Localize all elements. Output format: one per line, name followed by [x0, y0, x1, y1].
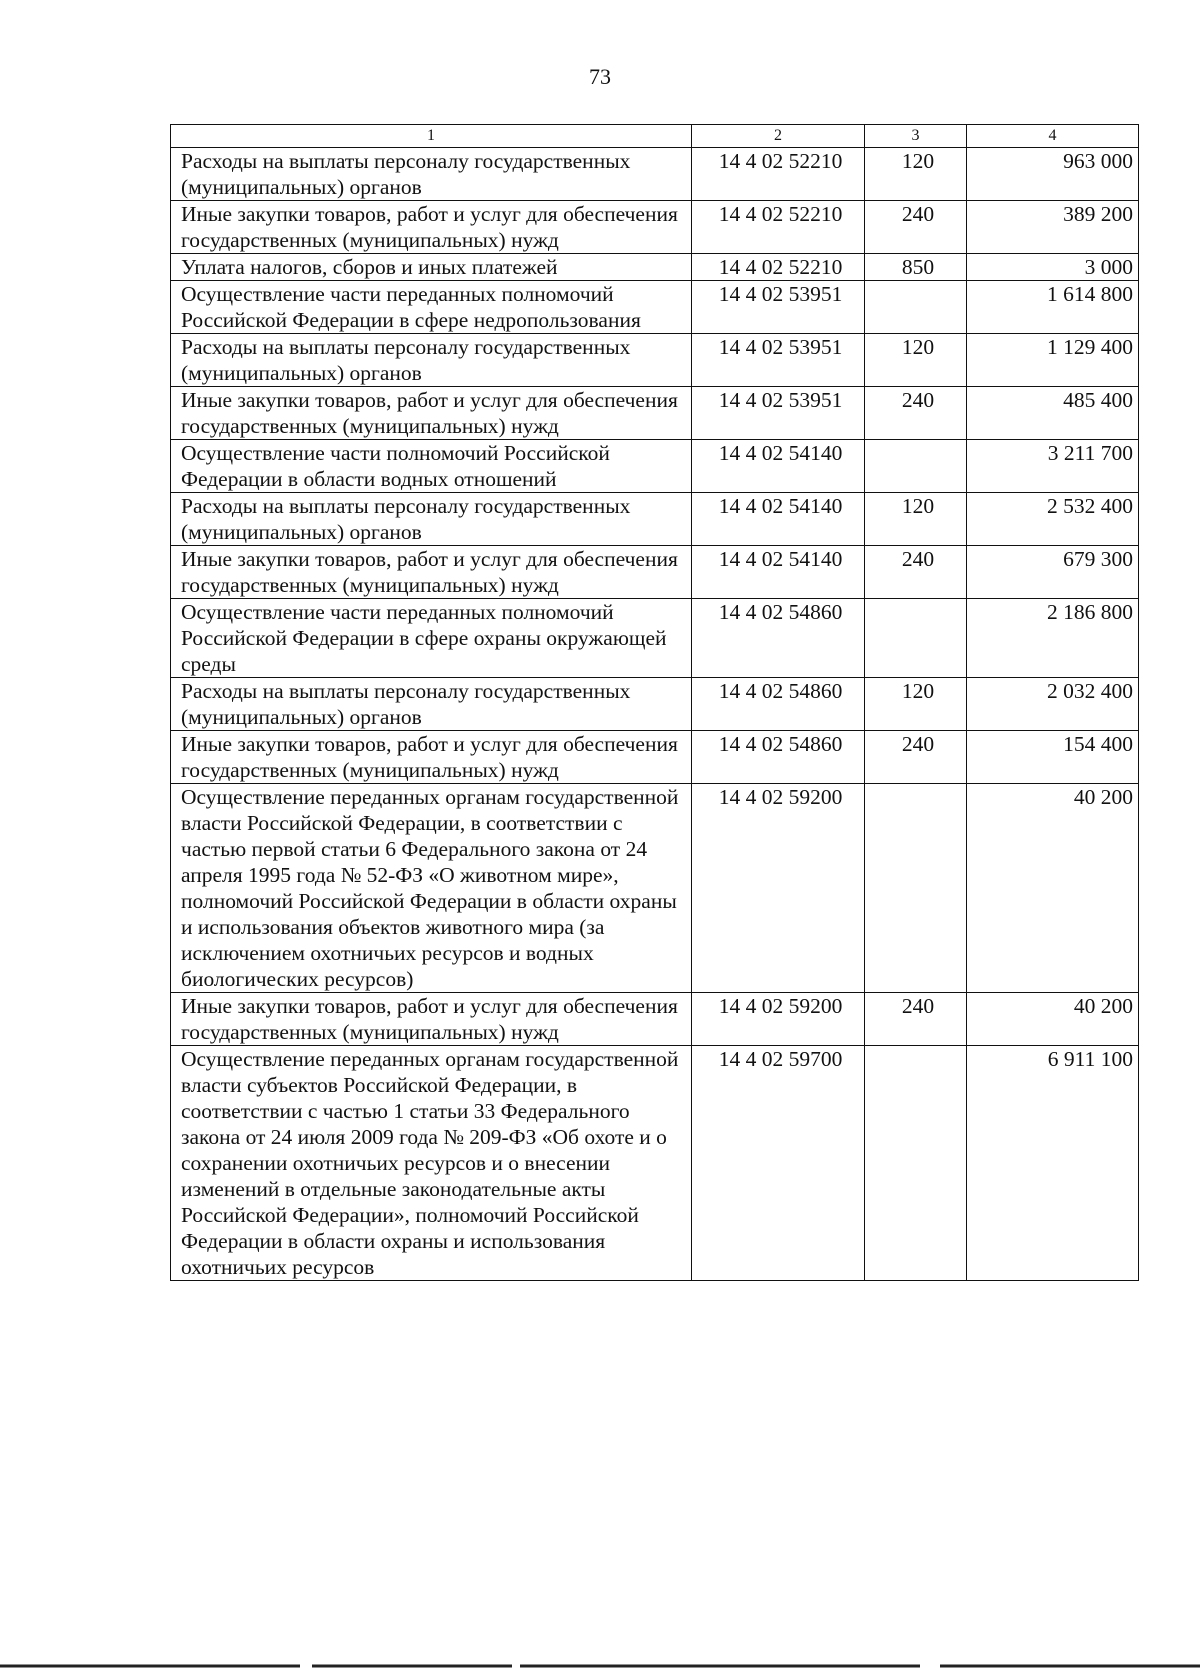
- table-row: [171, 201, 1139, 254]
- table-row: [171, 440, 1139, 493]
- row-expense-type-cell: 240: [865, 546, 967, 599]
- row-name-cell: Иные закупки товаров, работ и услуг для обеспечения государственных (муниципальных) нужд: [171, 387, 692, 440]
- row-amount-cell: 963 000: [967, 148, 1139, 201]
- row-name-cell: Осуществление части полномочий Российской Федерации в области водных отношений: [171, 440, 692, 493]
- row-name-cell: Осуществление переданных органам государственной власти Российской Федерации, в соответствии с частью первой статьи 6 Федерального закона от 24 апреля 1995 года № 52-ФЗ «О животном мире», полномочий Российской Федерации в области охраны и использования объектов животного мира (за исключением охотничьих ресурсов и водных биологических ресурсов): [171, 784, 692, 993]
- table-row: [171, 731, 1139, 784]
- header-col-4: 4: [967, 125, 1139, 148]
- row-code-cell: 14 4 02 59200: [692, 993, 865, 1046]
- row-code-cell: 14 4 02 54140: [692, 440, 865, 493]
- row-amount-cell: 154 400: [967, 731, 1139, 784]
- row-expense-type-cell: 120: [865, 678, 967, 731]
- row-name-cell: Осуществление части переданных полномочий Российской Федерации в сфере охраны окружающей среды: [171, 599, 692, 678]
- header-col-2: 2: [692, 125, 865, 148]
- row-name-cell: Осуществление переданных органам государственной власти субъектов Российской Федерации, в соответствии с частью 1 статьи 33 Федерального закона от 24 июля 2009 года № 209-ФЗ «Об охоте и о сохранении охотничьих ресурсов и о внесении изменений в отдельные законодательные акты Российской Федерации», полномочий Российской Федерации в области охраны и использования охотничьих ресурсов: [171, 1046, 692, 1281]
- row-name-cell: Расходы на выплаты персоналу государственных (муниципальных) органов: [171, 334, 692, 387]
- row-expense-type-cell: [865, 784, 967, 993]
- row-code-cell: 14 4 02 53951: [692, 334, 865, 387]
- row-code-cell: 14 4 02 54860: [692, 599, 865, 678]
- table-row: [171, 678, 1139, 731]
- row-code-cell: 14 4 02 54860: [692, 731, 865, 784]
- row-expense-type-cell: 120: [865, 148, 967, 201]
- row-amount-cell: 1 129 400: [967, 334, 1139, 387]
- row-name-cell: Расходы на выплаты персоналу государственных (муниципальных) органов: [171, 678, 692, 731]
- row-code-cell: 14 4 02 59200: [692, 784, 865, 993]
- row-amount-cell: 1 614 800: [967, 281, 1139, 334]
- table-row: [171, 281, 1139, 334]
- header-col-1: 1: [171, 125, 692, 148]
- row-amount-cell: 40 200: [967, 784, 1139, 993]
- row-amount-cell: 2 532 400: [967, 493, 1139, 546]
- row-expense-type-cell: [865, 1046, 967, 1281]
- row-code-cell: 14 4 02 59700: [692, 1046, 865, 1281]
- row-expense-type-cell: 240: [865, 993, 967, 1046]
- row-expense-type-cell: 240: [865, 387, 967, 440]
- row-expense-type-cell: 240: [865, 201, 967, 254]
- row-code-cell: 14 4 02 52210: [692, 201, 865, 254]
- budget-table: [170, 124, 1139, 1281]
- row-name-cell: Иные закупки товаров, работ и услуг для обеспечения государственных (муниципальных) нужд: [171, 201, 692, 254]
- row-amount-cell: 389 200: [967, 201, 1139, 254]
- row-name-cell: Расходы на выплаты персоналу государственных (муниципальных) органов: [171, 493, 692, 546]
- row-amount-cell: 3 211 700: [967, 440, 1139, 493]
- row-expense-type-cell: [865, 599, 967, 678]
- row-code-cell: 14 4 02 54860: [692, 678, 865, 731]
- table-row: [171, 1046, 1139, 1281]
- row-expense-type-cell: 850: [865, 254, 967, 281]
- row-amount-cell: 485 400: [967, 387, 1139, 440]
- row-code-cell: 14 4 02 53951: [692, 387, 865, 440]
- row-amount-cell: 2 032 400: [967, 678, 1139, 731]
- table-row: [171, 387, 1139, 440]
- table-row: [171, 254, 1139, 281]
- row-expense-type-cell: 120: [865, 334, 967, 387]
- row-name-cell: Иные закупки товаров, работ и услуг для обеспечения государственных (муниципальных) нужд: [171, 731, 692, 784]
- table-row: [171, 148, 1139, 201]
- row-code-cell: 14 4 02 53951: [692, 281, 865, 334]
- page-number: 73: [589, 64, 611, 89]
- row-amount-cell: 3 000: [967, 254, 1139, 281]
- row-name-cell: Осуществление части переданных полномочий Российской Федерации в сфере недропользования: [171, 281, 692, 334]
- table-body: [171, 148, 1139, 1281]
- row-amount-cell: 40 200: [967, 993, 1139, 1046]
- row-code-cell: 14 4 02 54140: [692, 493, 865, 546]
- row-code-cell: 14 4 02 52210: [692, 148, 865, 201]
- header-col-3: 3: [865, 125, 967, 148]
- table-row: [171, 599, 1139, 678]
- row-code-cell: 14 4 02 54140: [692, 546, 865, 599]
- header-row: [171, 125, 1139, 148]
- row-name-cell: Иные закупки товаров, работ и услуг для обеспечения государственных (муниципальных) нужд: [171, 993, 692, 1046]
- table-row: [171, 546, 1139, 599]
- table-row: [171, 784, 1139, 993]
- row-amount-cell: 6 911 100: [967, 1046, 1139, 1281]
- row-expense-type-cell: [865, 281, 967, 334]
- table-header: [171, 125, 1139, 148]
- table-row: [171, 493, 1139, 546]
- row-name-cell: Расходы на выплаты персоналу государственных (муниципальных) органов: [171, 148, 692, 201]
- row-code-cell: 14 4 02 52210: [692, 254, 865, 281]
- table-row: [171, 993, 1139, 1046]
- row-amount-cell: 679 300: [967, 546, 1139, 599]
- row-expense-type-cell: 240: [865, 731, 967, 784]
- row-name-cell: Иные закупки товаров, работ и услуг для обеспечения государственных (муниципальных) нужд: [171, 546, 692, 599]
- row-amount-cell: 2 186 800: [967, 599, 1139, 678]
- row-expense-type-cell: 120: [865, 493, 967, 546]
- row-expense-type-cell: [865, 440, 967, 493]
- table-row: [171, 334, 1139, 387]
- row-name-cell: Уплата налогов, сборов и иных платежей: [171, 254, 692, 281]
